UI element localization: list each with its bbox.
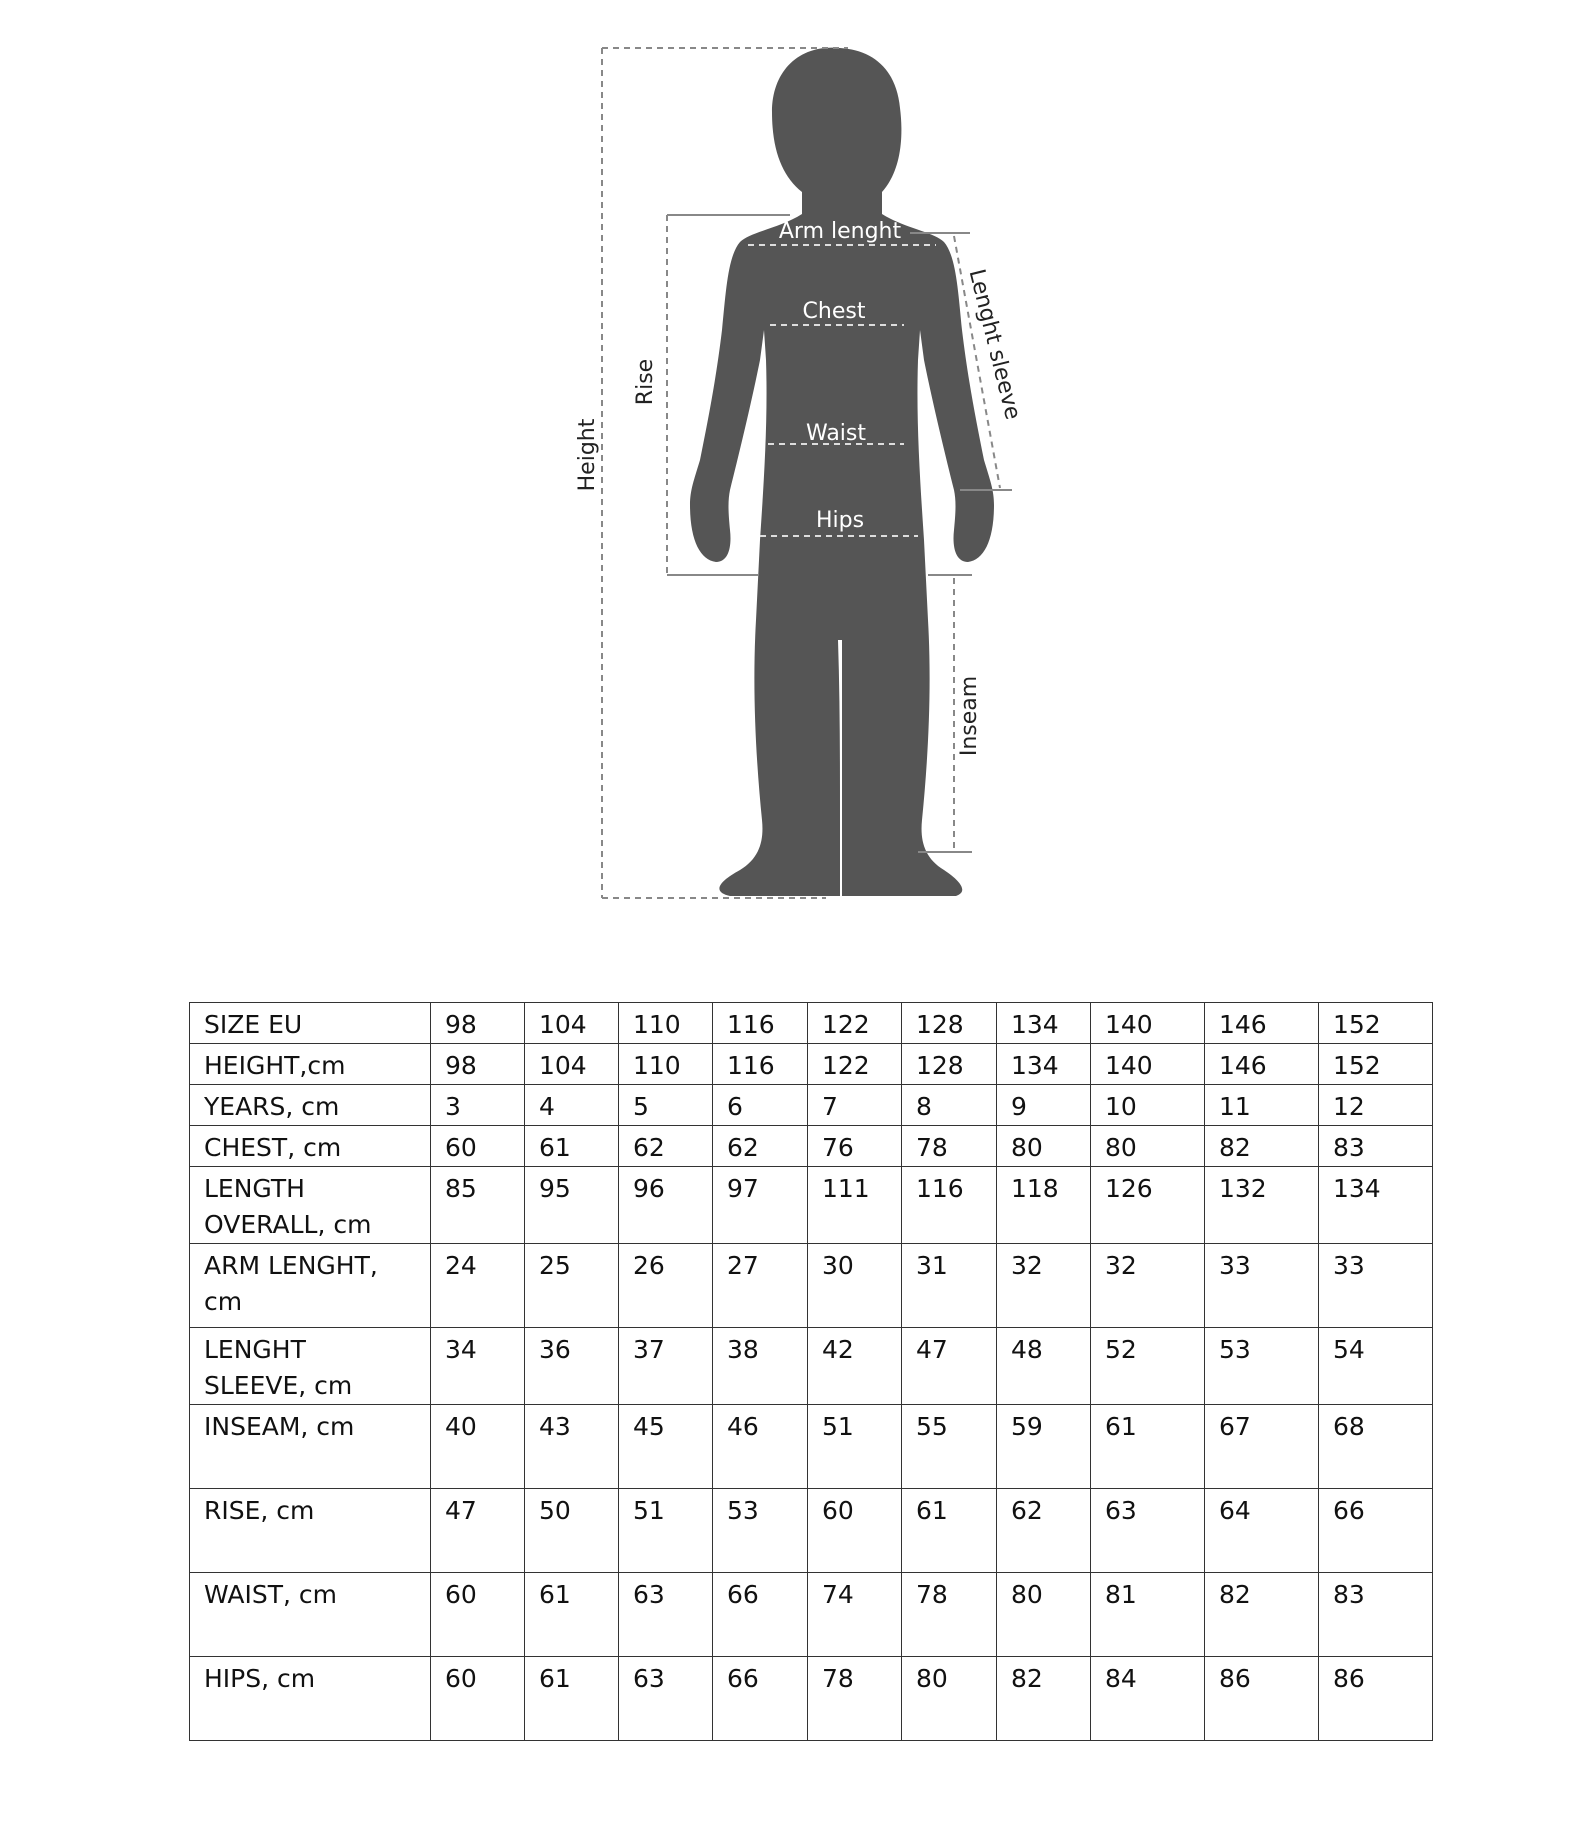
table-cell: 83 (1319, 1573, 1433, 1657)
label-rise: Rise (633, 358, 658, 406)
table-row (190, 1328, 1433, 1405)
table-cell: 96 (619, 1167, 713, 1244)
table-cell: 104 (525, 1003, 619, 1044)
table-cell: 80 (997, 1126, 1091, 1167)
table-cell: 128 (902, 1003, 997, 1044)
table-row (190, 1244, 1433, 1328)
table-cell: 66 (713, 1573, 808, 1657)
row-label: HEIGHT,cm (190, 1044, 431, 1085)
row-label: LENGHT SLEEVE, cm (190, 1328, 431, 1405)
table-cell: 146 (1205, 1003, 1319, 1044)
table-cell: 4 (525, 1085, 619, 1126)
table-cell: 40 (431, 1405, 525, 1489)
table-cell: 52 (1091, 1328, 1205, 1405)
table-cell: 134 (997, 1003, 1091, 1044)
table-cell: 134 (1319, 1167, 1433, 1244)
table-cell: 51 (808, 1405, 902, 1489)
table-row (190, 1126, 1433, 1167)
table-cell: 61 (525, 1573, 619, 1657)
table-row (190, 1167, 1433, 1244)
table-cell: 134 (997, 1044, 1091, 1085)
table-cell: 68 (1319, 1405, 1433, 1489)
table-cell: 12 (1319, 1085, 1433, 1126)
table-cell: 11 (1205, 1085, 1319, 1126)
table-cell: 36 (525, 1328, 619, 1405)
table-cell: 61 (525, 1126, 619, 1167)
table-cell: 48 (997, 1328, 1091, 1405)
table-cell: 95 (525, 1167, 619, 1244)
table-cell: 74 (808, 1573, 902, 1657)
table-cell: 9 (997, 1085, 1091, 1126)
table-cell: 122 (808, 1003, 902, 1044)
table-cell: 33 (1205, 1244, 1319, 1328)
table-cell: 118 (997, 1167, 1091, 1244)
table-row (190, 1657, 1433, 1741)
table-cell: 24 (431, 1244, 525, 1328)
table-row (190, 1573, 1433, 1657)
table-cell: 7 (808, 1085, 902, 1126)
row-label: INSEAM, cm (190, 1405, 431, 1489)
table-cell: 32 (997, 1244, 1091, 1328)
table-cell: 86 (1205, 1657, 1319, 1741)
table-cell: 104 (525, 1044, 619, 1085)
table-cell: 54 (1319, 1328, 1433, 1405)
table-row (190, 1085, 1433, 1126)
table-cell: 61 (525, 1657, 619, 1741)
table-cell: 45 (619, 1405, 713, 1489)
label-length-sleeve: Lenght sleeve (963, 266, 1026, 423)
table-cell: 110 (619, 1003, 713, 1044)
table-cell: 51 (619, 1489, 713, 1573)
table-cell: 80 (1091, 1126, 1205, 1167)
table-cell: 32 (1091, 1244, 1205, 1328)
table-cell: 27 (713, 1244, 808, 1328)
table-cell: 128 (902, 1044, 997, 1085)
table-cell: 42 (808, 1328, 902, 1405)
table-cell: 55 (902, 1405, 997, 1489)
table-cell: 64 (1205, 1489, 1319, 1573)
table-cell: 83 (1319, 1126, 1433, 1167)
table-cell: 60 (808, 1489, 902, 1573)
size-chart-body (190, 1003, 1433, 1741)
table-cell: 78 (902, 1573, 997, 1657)
table-cell: 5 (619, 1085, 713, 1126)
table-cell: 140 (1091, 1044, 1205, 1085)
table-cell: 62 (713, 1126, 808, 1167)
table-cell: 152 (1319, 1003, 1433, 1044)
table-cell: 6 (713, 1085, 808, 1126)
table-cell: 47 (431, 1489, 525, 1573)
label-chest: Chest (802, 299, 866, 324)
label-waist: Waist (805, 421, 867, 446)
table-cell: 47 (902, 1328, 997, 1405)
table-row (190, 1405, 1433, 1489)
table-cell: 67 (1205, 1405, 1319, 1489)
row-label: SIZE EU (190, 1003, 431, 1044)
table-cell: 111 (808, 1167, 902, 1244)
table-cell: 116 (902, 1167, 997, 1244)
table-cell: 86 (1319, 1657, 1433, 1741)
table-cell: 97 (713, 1167, 808, 1244)
table-cell: 152 (1319, 1044, 1433, 1085)
table-cell: 78 (902, 1126, 997, 1167)
row-label: RISE, cm (190, 1489, 431, 1573)
table-cell: 33 (1319, 1244, 1433, 1328)
row-label: WAIST, cm (190, 1573, 431, 1657)
table-cell: 76 (808, 1126, 902, 1167)
table-cell: 85 (431, 1167, 525, 1244)
table-cell: 46 (713, 1405, 808, 1489)
table-cell: 84 (1091, 1657, 1205, 1741)
table-cell: 81 (1091, 1573, 1205, 1657)
table-cell: 82 (997, 1657, 1091, 1741)
label-height: Height (575, 418, 600, 492)
table-cell: 140 (1091, 1003, 1205, 1044)
table-cell: 63 (1091, 1489, 1205, 1573)
table-cell: 146 (1205, 1044, 1319, 1085)
table-cell: 43 (525, 1405, 619, 1489)
table-cell: 66 (713, 1657, 808, 1741)
table-cell: 10 (1091, 1085, 1205, 1126)
table-cell: 53 (713, 1489, 808, 1573)
row-label: CHEST, cm (190, 1126, 431, 1167)
table-cell: 60 (431, 1126, 525, 1167)
row-label: ARM LENGHT, cm (190, 1244, 431, 1328)
table-cell: 122 (808, 1044, 902, 1085)
table-cell: 66 (1319, 1489, 1433, 1573)
table-cell: 38 (713, 1328, 808, 1405)
label-inseam: Inseam (957, 675, 982, 757)
row-label: YEARS, cm (190, 1085, 431, 1126)
table-cell: 78 (808, 1657, 902, 1741)
table-cell: 63 (619, 1573, 713, 1657)
table-cell: 98 (431, 1003, 525, 1044)
table-cell: 30 (808, 1244, 902, 1328)
table-cell: 116 (713, 1003, 808, 1044)
table-cell: 60 (431, 1657, 525, 1741)
table-cell: 61 (902, 1489, 997, 1573)
table-cell: 60 (431, 1573, 525, 1657)
table-cell: 31 (902, 1244, 997, 1328)
table-cell: 110 (619, 1044, 713, 1085)
table-row (190, 1003, 1433, 1044)
table-cell: 62 (997, 1489, 1091, 1573)
table-cell: 25 (525, 1244, 619, 1328)
size-chart-table (189, 1002, 1433, 1741)
label-arm-length: Arm lenght (778, 219, 902, 244)
table-cell: 98 (431, 1044, 525, 1085)
table-cell: 53 (1205, 1328, 1319, 1405)
table-cell: 59 (997, 1405, 1091, 1489)
table-cell: 82 (1205, 1573, 1319, 1657)
table-cell: 82 (1205, 1126, 1319, 1167)
row-label: HIPS, cm (190, 1657, 431, 1741)
table-cell: 50 (525, 1489, 619, 1573)
row-label: LENGTH OVERALL, cm (190, 1167, 431, 1244)
table-cell: 34 (431, 1328, 525, 1405)
table-cell: 3 (431, 1085, 525, 1126)
table-cell: 132 (1205, 1167, 1319, 1244)
table-cell: 8 (902, 1085, 997, 1126)
table-cell: 62 (619, 1126, 713, 1167)
table-cell: 37 (619, 1328, 713, 1405)
table-cell: 63 (619, 1657, 713, 1741)
label-hips: Hips (815, 508, 865, 533)
table-row (190, 1489, 1433, 1573)
table-cell: 61 (1091, 1405, 1205, 1489)
table-cell: 26 (619, 1244, 713, 1328)
table-cell: 126 (1091, 1167, 1205, 1244)
table-cell: 80 (902, 1657, 997, 1741)
table-cell: 80 (997, 1573, 1091, 1657)
child-silhouette (690, 48, 994, 896)
table-cell: 116 (713, 1044, 808, 1085)
table-row (190, 1044, 1433, 1085)
